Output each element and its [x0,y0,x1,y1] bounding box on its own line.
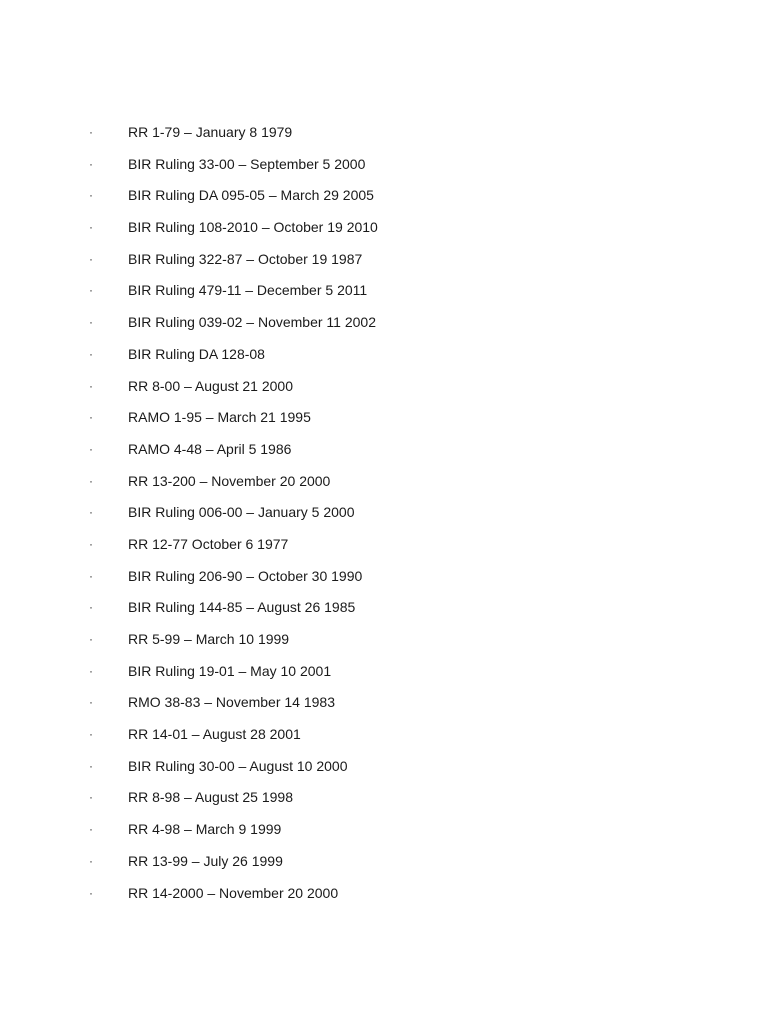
list-item-text: RR 13-200 – November 20 2000 [128,472,331,489]
bullet-icon: · [89,600,93,615]
list-item-text: BIR Ruling 144-85 – August 26 1985 [128,599,356,616]
list-item-text: RR 4-98 – March 9 1999 [128,821,282,838]
bullet-icon: · [89,536,93,551]
list-item [0,534,768,566]
bullet-icon: · [89,790,93,805]
list-item-text: BIR Ruling 039-02 – November 11 2002 [128,314,377,331]
list-item [0,883,768,915]
list-item [0,217,768,249]
list-item [0,851,768,883]
bullet-icon: · [89,410,93,425]
list-item-text: RR 1-79 – January 8 1979 [128,124,293,140]
list-item-text: RR 14-2000 – November 20 2000 [128,884,339,901]
list-item [0,249,768,281]
list-item-text: BIR Ruling 006-00 – January 5 2000 [128,504,355,521]
list-item-text: BIR Ruling 33-00 – September 5 2000 [128,155,366,172]
list-item [0,312,768,344]
list-item-text: BIR Ruling DA 128-08 [128,345,265,362]
list-item-text: RAMO 4-48 – April 5 1986 [128,440,292,457]
list-item-text: BIR Ruling 30-00 – August 10 2000 [128,757,348,774]
ruling-list [0,122,768,914]
bullet-icon: · [89,885,93,900]
list-item [0,566,768,598]
bullet-icon: · [89,695,93,710]
list-item [0,629,768,661]
list-item-text: RR 8-00 – August 21 2000 [128,377,294,394]
list-item-text: RR 8-98 – August 25 1998 [128,789,294,806]
bullet-icon: · [89,473,93,488]
list-item-text: RR 14-01 – August 28 2001 [128,726,301,743]
bullet-icon: · [89,283,93,298]
list-item [0,376,768,408]
list-item [0,154,768,186]
bullet-icon: · [89,220,93,235]
list-item [0,756,768,788]
list-item [0,439,768,471]
list-item [0,819,768,851]
bullet-icon: · [89,568,93,583]
list-item [0,471,768,503]
list-item-text: BIR Ruling 19-01 – May 10 2001 [128,662,332,679]
list-item [0,724,768,756]
list-item-text: RR 12-77 October 6 1977 [128,535,289,552]
list-item-text: BIR Ruling DA 095-05 – March 29 2005 [128,187,374,204]
list-item-text: BIR Ruling 206-90 – October 30 1990 [128,567,363,584]
bullet-icon: · [89,378,93,393]
bullet-icon: · [89,188,93,203]
list-item [0,407,768,439]
bullet-icon: · [89,505,93,520]
bullet-icon: · [89,663,93,678]
bullet-icon: · [89,251,93,266]
list-item [0,597,768,629]
list-item [0,185,768,217]
bullet-icon: · [89,727,93,742]
list-item-text: RAMO 1-95 – March 21 1995 [128,409,311,426]
list-item [0,280,768,312]
bullet-icon: · [89,822,93,837]
list-item-text: RR 5-99 – March 10 1999 [128,631,290,647]
bullet-icon: · [89,315,93,330]
list-item-text: BIR Ruling 108-2010 – October 19 2010 [128,219,378,236]
list-item [0,787,768,819]
bullet-icon: · [89,441,93,456]
list-item [0,661,768,693]
list-item [0,344,768,376]
bullet-icon: · [89,125,93,139]
bullet-icon: · [89,758,93,773]
list-item [0,502,768,534]
bullet-icon: · [89,853,93,868]
list-item [0,692,768,724]
bullet-icon: · [89,346,93,361]
list-item-text: RR 13-99 – July 26 1999 [128,852,283,869]
list-item-text: BIR Ruling 479-11 – December 5 2011 [128,282,368,299]
list-item [0,122,768,154]
bullet-icon: · [89,156,93,171]
list-item-text: RMO 38-83 – November 14 1983 [128,694,335,711]
bullet-icon: · [89,632,93,646]
list-item-text: BIR Ruling 322-87 – October 19 1987 [128,250,363,267]
